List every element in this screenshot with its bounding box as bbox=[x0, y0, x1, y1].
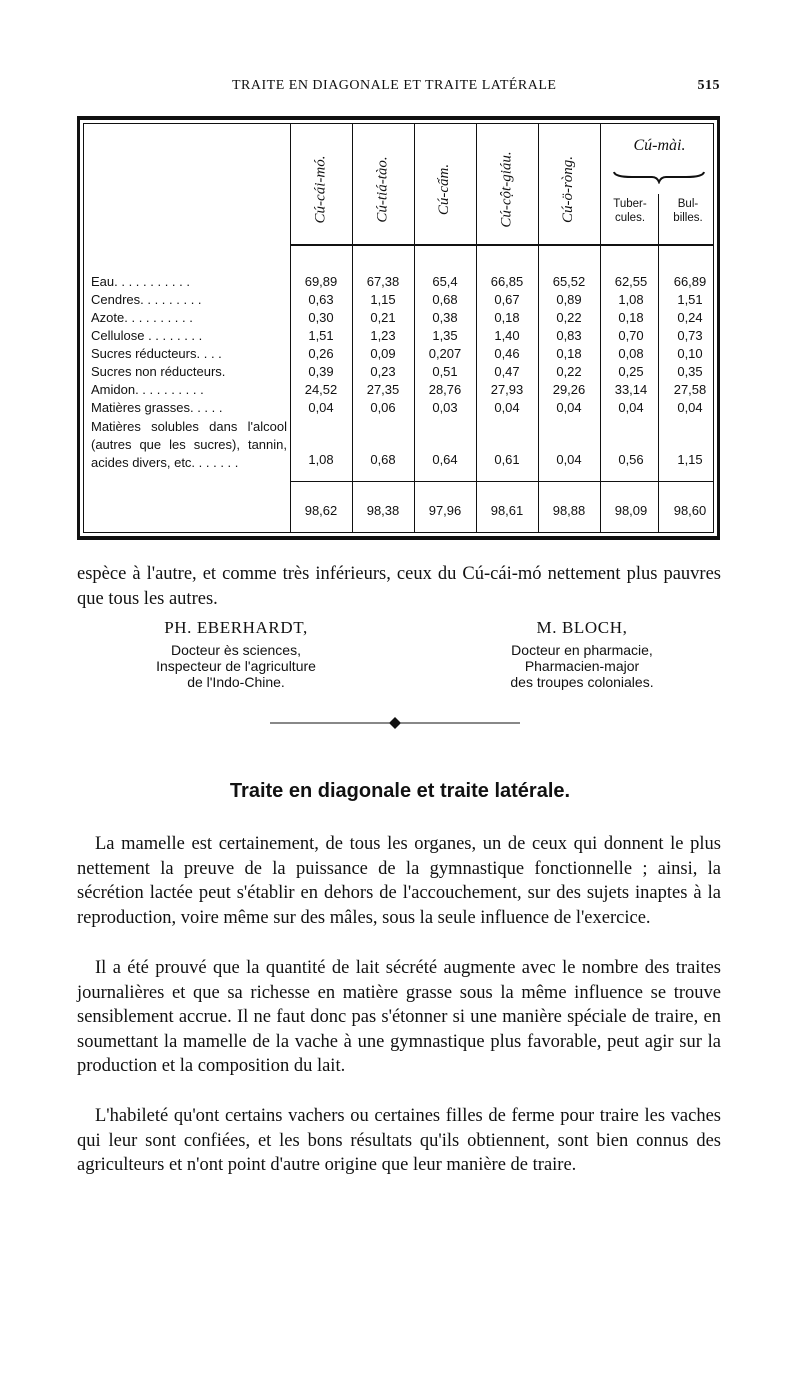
table-cell: 0,73 bbox=[677, 328, 703, 343]
table-cell: 0,46 bbox=[494, 346, 520, 361]
table-cell: 0,63 bbox=[308, 292, 334, 307]
row-label: Sucres non réducteurs. bbox=[91, 364, 226, 379]
table-cell: 0,25 bbox=[618, 364, 644, 379]
table-cell: 0,64 bbox=[432, 452, 458, 467]
table-cell: 0,35 bbox=[677, 364, 703, 379]
row-label: Eau. . . . . . . . . . . bbox=[91, 274, 190, 289]
table-cell: 29,26 bbox=[552, 382, 586, 397]
page-number: 515 bbox=[697, 78, 720, 93]
table-cell: 65,4 bbox=[432, 274, 458, 289]
row-label: Cellulose . . . . . . . . bbox=[91, 328, 203, 343]
table-cell: 0,39 bbox=[308, 364, 334, 379]
signature-name: PH. EBERHARDT, bbox=[164, 618, 308, 637]
table-cell: 1,51 bbox=[308, 328, 334, 343]
table-cell: 0,22 bbox=[556, 310, 582, 325]
total-cell: 98,09 bbox=[614, 503, 648, 518]
signature-bloch bbox=[472, 620, 692, 690]
table-cell: 0,61 bbox=[494, 452, 520, 467]
composition-table bbox=[77, 116, 720, 540]
table-cell: 1,35 bbox=[432, 328, 458, 343]
table-cell: 0,30 bbox=[308, 310, 334, 325]
table-cell: 0,23 bbox=[370, 364, 396, 379]
table-cell: 1,08 bbox=[618, 292, 644, 307]
table-cell: 33,14 bbox=[614, 382, 648, 397]
row-label: Sucres réducteurs. . . . bbox=[91, 346, 222, 361]
signature-eberhardt bbox=[128, 620, 344, 690]
table-cell: 0,207 bbox=[428, 346, 462, 361]
closing-paragraph: espèce à l'autre, et comme très inférieurs, ceux du Cú-cái-mó nettement plus pauvres que tous les autres. bbox=[77, 564, 721, 609]
total-cell: 97,96 bbox=[428, 503, 462, 518]
row-label: Amidon. . . . . . . . . . bbox=[91, 382, 204, 397]
table-inner bbox=[83, 123, 714, 533]
table-cell: 67,38 bbox=[366, 274, 400, 289]
table-cell: 0,26 bbox=[308, 346, 334, 361]
table-cell: 66,89 bbox=[673, 274, 707, 289]
table-cell: 0,21 bbox=[370, 310, 396, 325]
signature-line: Docteur ès sciences, bbox=[171, 642, 301, 658]
col-header-cu-cam: Cú-cấm. bbox=[436, 163, 453, 216]
table-cell: 0,18 bbox=[494, 310, 520, 325]
running-header bbox=[80, 78, 720, 98]
table-cell: 1,40 bbox=[494, 328, 520, 343]
table-cell: 0,70 bbox=[618, 328, 644, 343]
table-cell: 0,06 bbox=[370, 400, 396, 415]
table-cell: 66,85 bbox=[490, 274, 524, 289]
table-cell: 1,23 bbox=[370, 328, 396, 343]
table-cell: 27,35 bbox=[366, 382, 400, 397]
brace-icon bbox=[612, 170, 706, 184]
table-cell: 24,52 bbox=[304, 382, 338, 397]
signature-line: Pharmacien-major bbox=[524, 658, 640, 674]
group-header-cu-mai: Cú-mài. bbox=[633, 137, 686, 154]
section-title: Traite en diagonale et traite latérale. bbox=[229, 780, 571, 802]
table-cell: 0,38 bbox=[432, 310, 458, 325]
table-cell: 28,76 bbox=[428, 382, 462, 397]
table-cell: 0,04 bbox=[556, 400, 582, 415]
subheader-bulbilles: Bul- billes. bbox=[673, 198, 703, 224]
table-cell: 0,68 bbox=[432, 292, 458, 307]
table-cell: 0,10 bbox=[677, 346, 703, 361]
col-header-cu-tia-tao: Cú-tiá-tào. bbox=[374, 156, 391, 223]
paragraph-2: Il a été prouvé que la quantité de lait sécrété augmente avec le nombre des traites journalières et que sa richesse en matière grasse sous la même influence se trouve sensiblement accrue. Il ne faut donc pas s'étonner si une manière spéciale de traire, en soumettant la mamelle de la vache à une gymnastique plus favorable, peut agir sur la production et la composition du lait. bbox=[77, 958, 721, 1076]
col-header-cu-cot-giau: Cú-cột-giáu. bbox=[498, 151, 515, 228]
col-header-cu-cai-mo: Cú-cái-mó. bbox=[312, 155, 329, 224]
row-label: Azote. . . . . . . . . . bbox=[91, 310, 193, 325]
total-rule bbox=[290, 481, 713, 482]
table-cell: 65,52 bbox=[552, 274, 586, 289]
table-cell: 0,89 bbox=[556, 292, 582, 307]
running-title: TRAITE EN DIAGONALE ET TRAITE LATÉRALE bbox=[232, 78, 557, 93]
table-cell: 27,58 bbox=[673, 382, 707, 397]
row-label: Cendres. . . . . . . . . bbox=[91, 292, 202, 307]
table-cell: 0,47 bbox=[494, 364, 520, 379]
table-cell: 0,83 bbox=[556, 328, 582, 343]
table-cell: 0,04 bbox=[618, 400, 644, 415]
row-label: Matières solubles dans l'alcool (autres que les sucres), tannin, acides divers, etc. . . . . . . bbox=[91, 419, 287, 470]
table-cell: 0,09 bbox=[370, 346, 396, 361]
table-cell: 0,51 bbox=[432, 364, 458, 379]
signature-line: de l'Indo-Chine. bbox=[187, 674, 285, 690]
table-cell: 0,03 bbox=[432, 400, 458, 415]
total-cell: 98,62 bbox=[304, 503, 338, 518]
table-cell: 0,18 bbox=[618, 310, 644, 325]
total-cell: 98,60 bbox=[673, 503, 707, 518]
total-cell: 98,61 bbox=[490, 503, 524, 518]
table-cell: 1,15 bbox=[677, 452, 703, 467]
table-cell: 0,24 bbox=[677, 310, 703, 325]
table-cell: 27,93 bbox=[490, 382, 524, 397]
paragraph-1: La mamelle est certainement, de tous les organes, un de ceux qui donnent le plus nettement la preuve de la puissance de la gymnastique fonctionnelle ; ainsi, la sécrétion lactée peut s'établir en dehors de l'accouchement, sur des sujets inaptes à la reproduction, voire même sur des mâles, sous la seule influence de l'exercice. bbox=[77, 834, 721, 928]
signature-name: M. BLOCH, bbox=[536, 618, 628, 637]
table-cell: 0,04 bbox=[677, 400, 703, 415]
signature-line: Inspecteur de l'agriculture bbox=[156, 658, 316, 674]
table-cell: 1,15 bbox=[370, 292, 396, 307]
paragraph-3: L'habileté qu'ont certains vachers ou certaines filles de ferme pour traire les vaches qui leur sont confiées, et les bons résultats qu'ils obtiennent, sont bien connus des agriculteurs et n'ont point d'autre origine que leur manière de traire. bbox=[77, 1106, 721, 1175]
table-cell: 0,67 bbox=[494, 292, 520, 307]
table-cell: 0,08 bbox=[618, 346, 644, 361]
total-cell: 98,88 bbox=[552, 503, 586, 518]
table-cell: 69,89 bbox=[304, 274, 338, 289]
table-cell: 1,08 bbox=[308, 452, 334, 467]
table-cell: 0,22 bbox=[556, 364, 582, 379]
signature-line: des troupes coloniales. bbox=[510, 674, 654, 690]
col-header-cu-o-rong: Cú-ö-ròng. bbox=[560, 155, 577, 224]
table-cell: 0,18 bbox=[556, 346, 582, 361]
table-cell: 0,56 bbox=[618, 452, 644, 467]
total-cell: 98,38 bbox=[366, 503, 400, 518]
table-cell: 0,04 bbox=[308, 400, 334, 415]
signature-line: Docteur en pharmacie, bbox=[511, 642, 653, 658]
table-cell: 1,51 bbox=[677, 292, 703, 307]
subheader-tubercules: Tuber- cules. bbox=[613, 198, 647, 224]
row-label: Matières grasses. . . . . bbox=[91, 400, 223, 415]
table-cell: 62,55 bbox=[614, 274, 648, 289]
table-cell: 0,04 bbox=[494, 400, 520, 415]
section-divider-ornament bbox=[270, 716, 520, 730]
table-cell: 0,68 bbox=[370, 452, 396, 467]
table-cell: 0,04 bbox=[556, 452, 582, 467]
